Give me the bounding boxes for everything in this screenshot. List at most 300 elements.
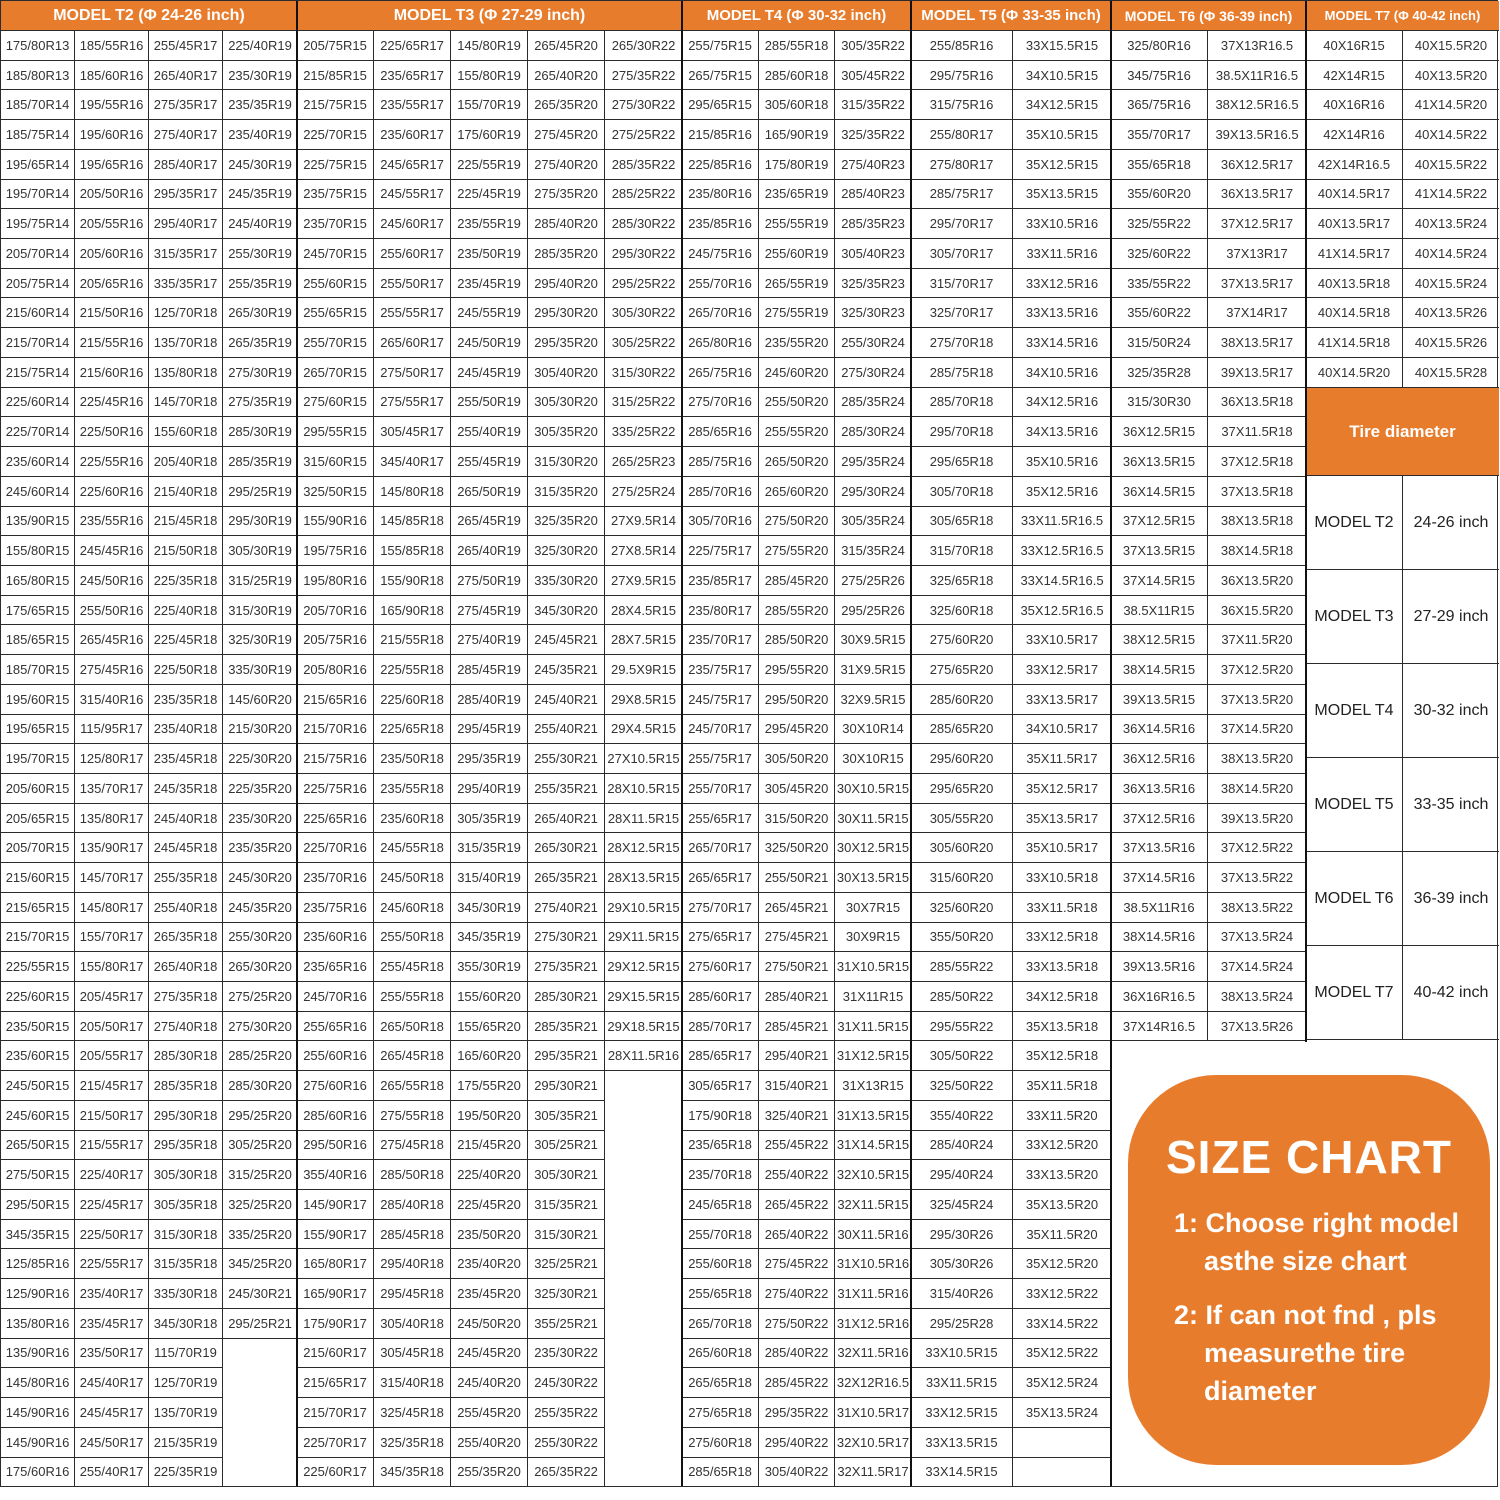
tire-size-cell: 30X11.5R16 <box>835 1220 911 1250</box>
tire-size-cell: 255/45R17 <box>149 31 222 61</box>
tire-size-cell: 135/70R18 <box>149 328 222 358</box>
tire-size-cell: 31X10.5R16 <box>835 1249 911 1279</box>
tire-size-cell: 315/60R20 <box>911 863 1012 893</box>
tire-size-cell: 285/45R22 <box>759 1368 834 1398</box>
tire-size-cell: 255/40R18 <box>149 893 222 923</box>
tire-size-cell: 285/75R17 <box>911 180 1012 210</box>
tire-size-cell: 305/25R22 <box>605 328 682 358</box>
tire-size-cell: 245/75R17 <box>682 685 758 715</box>
tire-size-cell: 315/30R21 <box>528 1220 604 1250</box>
tire-size-cell: 295/70R17 <box>911 209 1012 239</box>
tire-size-cell: 245/50R15 <box>1 1071 74 1101</box>
tire-size-cell: 305/35R21 <box>528 1101 604 1131</box>
tire-size-cell: 325/35R20 <box>528 507 604 537</box>
t5-columns <box>911 31 1111 1487</box>
tire-size-cell: 38X14.5R16 <box>1111 923 1207 953</box>
tire-size-cell: 305/35R24 <box>835 507 911 537</box>
tire-size-cell: 255/50R20 <box>759 388 834 418</box>
tire-size-cell: 255/40R20 <box>451 1428 527 1458</box>
tire-size-cell: 215/55R16 <box>75 328 148 358</box>
tire-size-cell: 285/45R20 <box>759 566 834 596</box>
tire-size-cell: 215/65R17 <box>297 1368 373 1398</box>
tire-size-cell: 40X14.5R20 <box>1306 358 1402 388</box>
tire-size-cell: 255/45R18 <box>374 952 450 982</box>
tire-size-cell: 325/25R21 <box>528 1249 604 1279</box>
tire-size-cell: 255/30R22 <box>528 1428 604 1458</box>
legend-model-label: MODEL T6 <box>1306 852 1403 945</box>
tire-size-cell: 255/65R18 <box>682 1279 758 1309</box>
size-chart-line: diameter <box>1204 1376 1317 1406</box>
tire-size-cell: 29X8.5R15 <box>605 685 682 715</box>
tire-size-cell: 275/50R19 <box>451 566 527 596</box>
tire-size-cell: 295/65R18 <box>911 447 1012 477</box>
tire-size-cell: 305/35R22 <box>835 31 911 61</box>
tire-size-cell: 225/55R15 <box>1 952 74 982</box>
tire-size-cell: 285/35R23 <box>835 209 911 239</box>
tire-size-cell: 215/85R16 <box>682 120 758 150</box>
tire-size-cell: 265/65R18 <box>682 1368 758 1398</box>
tire-size-cell: 245/60R14 <box>1 477 74 507</box>
tire-size-cell: 255/50R16 <box>75 596 148 626</box>
tire-size-cell: 225/65R18 <box>374 715 450 745</box>
tire-size-cell: 32X10.5R17 <box>835 1428 911 1458</box>
legend-row-t2 <box>1306 476 1499 570</box>
tire-size-cell: 255/40R22 <box>759 1160 834 1190</box>
t4-header: MODEL T4 (Φ 30-32 inch) <box>682 1 911 31</box>
tire-size-cell: 29X15.5R15 <box>605 982 682 1012</box>
tire-size-cell: 245/45R18 <box>149 833 222 863</box>
tire-size-cell: 36X14.5R16 <box>1111 715 1207 745</box>
tire-size-cell: 235/40R18 <box>149 715 222 745</box>
tire-size-cell: 355/65R18 <box>1111 150 1207 180</box>
tire-size-cell: 265/40R19 <box>451 536 527 566</box>
tire-size-cell: 35X11.5R17 <box>1013 744 1111 774</box>
tire-size-cell: 305/60R20 <box>911 833 1012 863</box>
t3-column-1 <box>297 31 374 1487</box>
tire-size-cell: 155/80R15 <box>1 536 74 566</box>
tire-size-cell: 295/75R16 <box>911 61 1012 91</box>
tire-size-cell: 245/50R20 <box>451 1309 527 1339</box>
tire-size-cell: 175/60R16 <box>1 1458 74 1488</box>
tire-size-cell: 275/45R22 <box>759 1249 834 1279</box>
tire-size-cell: 29X11.5R15 <box>605 923 682 953</box>
tire-size-cell: 285/25R22 <box>605 180 682 210</box>
size-chart-note <box>1128 1075 1490 1465</box>
tire-size-cell: 33X13.5R18 <box>1013 952 1111 982</box>
tire-size-cell: 225/45R17 <box>75 1190 148 1220</box>
tire-size-cell: 325/35R28 <box>1111 358 1207 388</box>
tire-size-cell: 29X4.5R15 <box>605 715 682 745</box>
tire-size-cell: 37X14.5R15 <box>1111 566 1207 596</box>
tire-size-cell: 315/25R22 <box>605 388 682 418</box>
tire-size-cell: 185/65R15 <box>1 625 74 655</box>
tire-size-cell: 215/65R16 <box>297 685 373 715</box>
tire-size-cell: 245/60R18 <box>374 893 450 923</box>
tire-size-cell: 40X15.5R26 <box>1403 328 1499 358</box>
tire-size-cell: 245/65R18 <box>682 1190 758 1220</box>
tire-size-cell: 245/40R17 <box>75 1368 148 1398</box>
tire-size-cell: 205/55R17 <box>75 1041 148 1071</box>
tire-size-cell: 245/55R18 <box>374 833 450 863</box>
tire-size-cell: 38.5X11R16.5 <box>1208 61 1306 91</box>
tire-size-cell: 225/70R14 <box>1 417 74 447</box>
tire-size-cell: 355/60R20 <box>1111 180 1207 210</box>
tire-size-cell: 255/55R19 <box>759 209 834 239</box>
tire-size-cell: 235/80R17 <box>682 596 758 626</box>
tire-size-cell: 36X13.5R17 <box>1208 180 1306 210</box>
tire-size-cell: 31X11.5R15 <box>835 1012 911 1042</box>
tire-size-cell: 195/75R16 <box>297 536 373 566</box>
tire-size-cell: 345/30R19 <box>451 893 527 923</box>
tire-size-cell: 265/40R21 <box>528 804 604 834</box>
tire-size-cell: 33X14.5R16.5 <box>1013 566 1111 596</box>
tire-size-cell: 33X12.5R16 <box>1013 269 1111 299</box>
tire-size-cell: 305/40R22 <box>759 1458 834 1488</box>
tire-size-cell: 135/80R17 <box>75 804 148 834</box>
legend-row-t5 <box>1306 758 1499 852</box>
tire-size-cell: 32X11.5R16 <box>835 1339 911 1369</box>
tire-size-cell: 245/55R17 <box>374 180 450 210</box>
tire-size-cell: 225/50R18 <box>149 655 222 685</box>
tire-size-cell: 295/45R19 <box>451 715 527 745</box>
tire-size-cell: 275/40R22 <box>759 1279 834 1309</box>
tire-size-cell: 35X11.5R20 <box>1013 1220 1111 1250</box>
tire-size-cell: 275/30R19 <box>223 358 297 388</box>
tire-size-cell: 255/55R18 <box>374 982 450 1012</box>
tire-size-cell: 315/30R30 <box>1111 388 1207 418</box>
tire-size-cell: 145/60R20 <box>223 685 297 715</box>
tire-size-cell: 34X12.5R18 <box>1013 982 1111 1012</box>
tire-size-cell: 295/55R20 <box>759 655 834 685</box>
tire-size-cell: 295/25R19 <box>223 477 297 507</box>
tire-size-cell: 225/70R16 <box>297 833 373 863</box>
tire-size-cell: 145/80R18 <box>374 477 450 507</box>
tire-size-cell: 225/75R16 <box>297 774 373 804</box>
tire-size-cell: 295/35R24 <box>835 447 911 477</box>
tire-size-cell: 29X12.5R15 <box>605 952 682 982</box>
tire-size-cell: 165/80R17 <box>297 1249 373 1279</box>
tire-size-cell: 40X13.5R26 <box>1403 298 1499 328</box>
tire-size-cell: 195/60R16 <box>75 120 148 150</box>
tire-size-cell: 305/50R20 <box>759 744 834 774</box>
t3-column-3 <box>451 31 528 1487</box>
tire-size-cell: 195/75R14 <box>1 209 74 239</box>
tire-size-cell: 275/25R20 <box>223 982 297 1012</box>
tire-size-cell: 28X7.5R15 <box>605 625 682 655</box>
t7-column-1 <box>1306 31 1403 388</box>
tire-size-cell: 305/45R17 <box>374 417 450 447</box>
tire-size-cell: 195/65R14 <box>1 150 74 180</box>
t3-column-5 <box>605 31 682 1487</box>
tire-size-cell: 275/60R15 <box>297 388 373 418</box>
tire-size-cell: 39X13.5R20 <box>1208 804 1306 834</box>
tire-size-cell: 285/35R21 <box>528 1012 604 1042</box>
tire-size-cell: 295/40R17 <box>149 209 222 239</box>
tire-size-cell: 155/90R16 <box>297 507 373 537</box>
tire-size-cell: 265/55R18 <box>374 1071 450 1101</box>
tire-size-cell: 275/50R20 <box>759 507 834 537</box>
tire-size-cell: 245/45R16 <box>75 536 148 566</box>
tire-size-cell: 305/55R20 <box>911 804 1012 834</box>
tire-size-cell: 265/45R19 <box>451 507 527 537</box>
tire-size-cell: 315/40R18 <box>374 1368 450 1398</box>
tire-size-cell: 145/80R16 <box>1 1368 74 1398</box>
tire-size-cell: 115/70R19 <box>149 1339 222 1369</box>
tire-size-cell: 325/35R18 <box>374 1428 450 1458</box>
tire-size-cell: 245/30R19 <box>223 150 297 180</box>
tire-size-cell: 325/70R17 <box>911 298 1012 328</box>
tire-size-cell: 255/30R20 <box>223 923 297 953</box>
group-separator <box>1305 1 1307 1042</box>
tire-size-cell: 245/35R19 <box>223 180 297 210</box>
tire-size-cell: 275/25R24 <box>605 477 682 507</box>
t3-column-2 <box>374 31 451 1487</box>
tire-size-cell: 255/65R15 <box>297 298 373 328</box>
tire-size-cell: 275/70R17 <box>682 893 758 923</box>
tire-size-cell: 215/45R18 <box>149 507 222 537</box>
tire-size-cell: 205/70R14 <box>1 239 74 269</box>
tire-size-cell: 145/90R16 <box>1 1398 74 1428</box>
tire-size-cell: 225/55R16 <box>75 447 148 477</box>
tire-size-cell: 305/30R22 <box>605 298 682 328</box>
tire-size-cell: 35X12.5R22 <box>1013 1339 1111 1369</box>
tire-size-cell: 255/45R22 <box>759 1131 834 1161</box>
tire-size-cell: 205/70R16 <box>297 596 373 626</box>
tire-size-cell: 275/65R20 <box>911 655 1012 685</box>
tire-size-cell: 285/70R18 <box>911 388 1012 418</box>
tire-size-cell: 175/80R13 <box>1 31 74 61</box>
tire-size-cell: 38X13.5R17 <box>1208 328 1306 358</box>
tire-size-cell: 28X10.5R15 <box>605 774 682 804</box>
group-separator <box>1110 1 1112 1486</box>
tire-size-cell: 295/30R24 <box>835 477 911 507</box>
tire-size-cell: 155/90R17 <box>297 1220 373 1250</box>
t5-header: MODEL T5 (Φ 33-35 inch) <box>911 1 1111 31</box>
tire-size-cell: 275/70R18 <box>911 328 1012 358</box>
tire-size-cell: 305/40R23 <box>835 239 911 269</box>
legend-range-label: 30-32 inch <box>1413 701 1489 719</box>
tire-size-cell: 315/75R16 <box>911 90 1012 120</box>
tire-size-cell: 37X12.5R15 <box>1111 507 1207 537</box>
tire-size-cell: 42X14R16 <box>1306 120 1402 150</box>
tire-size-cell: 33X11.5R15 <box>911 1368 1012 1398</box>
tire-size-cell: 315/30R19 <box>223 596 297 626</box>
size-chart-line: 1: Choose right model <box>1174 1208 1460 1238</box>
tire-size-cell: 37X12.5R17 <box>1208 209 1306 239</box>
tire-size-cell: 315/35R21 <box>528 1190 604 1220</box>
tire-size-cell: 325/45R18 <box>374 1398 450 1428</box>
tire-size-cell: 355/30R19 <box>451 952 527 982</box>
size-chart-title: SIZE CHART <box>1166 1131 1452 1183</box>
tire-size-cell: 285/40R21 <box>759 982 834 1012</box>
tire-size-cell: 235/75R17 <box>682 655 758 685</box>
tire-size-cell: 255/75R15 <box>682 31 758 61</box>
tire-size-cell: 275/60R20 <box>911 625 1012 655</box>
tire-size-cell: 30X10R15 <box>835 744 911 774</box>
tire-size-cell: 265/45R22 <box>759 1190 834 1220</box>
tire-size-cell: 285/30R20 <box>223 1071 297 1101</box>
tire-size-cell: 315/25R20 <box>223 1160 297 1190</box>
tire-size-cell: 33X10.5R18 <box>1013 863 1111 893</box>
tire-size-cell: 33X11.5R20 <box>1013 1101 1111 1131</box>
tire-size-cell: 275/30R24 <box>835 358 911 388</box>
tire-size-cell: 265/75R15 <box>682 61 758 91</box>
tire-size-cell: 275/40R20 <box>528 150 604 180</box>
tire-size-cell: 32X12R16.5 <box>835 1368 911 1398</box>
tire-size-cell: 315/50R24 <box>1111 328 1207 358</box>
tire-size-cell: 225/60R17 <box>297 1458 373 1488</box>
tire-size-cell: 315/50R20 <box>759 804 834 834</box>
tire-size-cell: 36X13.5R20 <box>1208 566 1306 596</box>
tire-size-cell: 325/35R23 <box>835 269 911 299</box>
tire-size-cell: 235/50R15 <box>1 1012 74 1042</box>
size-chart-line: 2: If can not fnd , pls <box>1174 1300 1437 1330</box>
tire-size-cell: 28X13.5R15 <box>605 863 682 893</box>
tire-size-cell: 40X13.5R17 <box>1306 209 1402 239</box>
tire-size-cell: 265/60R18 <box>682 1339 758 1369</box>
tire-size-cell: 195/50R20 <box>451 1101 527 1131</box>
tire-size-cell: 34X12.5R15 <box>1013 90 1111 120</box>
tire-size-cell: 315/40R16 <box>75 685 148 715</box>
tire-size-cell: 305/35R19 <box>451 804 527 834</box>
tire-size-cell: 255/60R16 <box>297 1041 373 1071</box>
tire-size-cell: 205/50R16 <box>75 180 148 210</box>
tire-size-cell: 135/90R16 <box>1 1339 74 1369</box>
tire-size-cell: 35X12.5R15 <box>1013 150 1111 180</box>
tire-size-cell: 245/45R17 <box>75 1398 148 1428</box>
tire-size-cell: 285/55R22 <box>911 952 1012 982</box>
tire-size-cell: 225/35R20 <box>223 774 297 804</box>
tire-size-cell: 30X10.5R15 <box>835 774 911 804</box>
tire-size-cell: 32X11.5R17 <box>835 1458 911 1488</box>
tire-size-cell: 265/80R16 <box>682 328 758 358</box>
tire-size-cell: 255/60R15 <box>297 269 373 299</box>
tire-size-cell: 355/50R20 <box>911 923 1012 953</box>
t2-column-1 <box>1 31 75 1487</box>
tire-size-cell: 215/45R17 <box>75 1071 148 1101</box>
tire-size-cell: 275/65R18 <box>682 1398 758 1428</box>
tire-size-cell: 205/50R17 <box>75 1012 148 1042</box>
tire-size-cell: 32X9.5R15 <box>835 685 911 715</box>
tire-size-cell: 33X11.5R18 <box>1013 893 1111 923</box>
legend-row-t3 <box>1306 570 1499 664</box>
tire-size-cell: 235/55R16 <box>75 507 148 537</box>
tire-size-cell: 285/40R18 <box>374 1190 450 1220</box>
tire-size-cell: 275/35R22 <box>605 61 682 91</box>
tire-size-cell: 235/70R17 <box>682 625 758 655</box>
tire-size-cell: 315/35R17 <box>149 239 222 269</box>
tire-size-cell: 40X14.5R18 <box>1306 298 1402 328</box>
tire-size-cell: 245/35R18 <box>149 774 222 804</box>
tire-size-cell: 285/40R22 <box>759 1339 834 1369</box>
tire-size-cell: 355/70R17 <box>1111 120 1207 150</box>
tire-size-cell: 225/40R17 <box>75 1160 148 1190</box>
tire-size-cell: 37X14R16.5 <box>1111 1012 1207 1042</box>
tire-size-cell: 265/45R18 <box>374 1041 450 1071</box>
tire-size-cell: 285/55R18 <box>759 31 834 61</box>
tire-size-cell: 275/30R20 <box>223 1012 297 1042</box>
tire-size-cell: 285/50R20 <box>759 625 834 655</box>
tire-size-cell: 295/25R22 <box>605 269 682 299</box>
tire-size-cell: 38X13.5R18 <box>1208 507 1306 537</box>
tire-size-cell: 30X10R14 <box>835 715 911 745</box>
tire-size-cell: 265/30R22 <box>605 31 682 61</box>
tire-size-cell: 215/60R17 <box>297 1339 373 1369</box>
tire-size-cell: 31X11R15 <box>835 982 911 1012</box>
t6-columns <box>1111 31 1306 1041</box>
tire-size-cell: 145/80R17 <box>75 893 148 923</box>
tire-size-cell: 275/70R16 <box>682 388 758 418</box>
tire-size-cell: 345/35R18 <box>374 1458 450 1488</box>
tire-size-cell: 37X13R16.5 <box>1208 31 1306 61</box>
tire-size-cell: 275/65R17 <box>682 923 758 953</box>
tire-size-cell: 265/40R18 <box>149 952 222 982</box>
tire-size-cell: 35X13.5R18 <box>1013 1012 1111 1042</box>
t6-column-1 <box>1111 31 1208 1041</box>
tire-size-cell: 255/75R17 <box>682 744 758 774</box>
tire-size-cell: 225/70R17 <box>297 1428 373 1458</box>
tire-size-cell: 205/65R16 <box>75 269 148 299</box>
tire-size-cell: 40X15.5R28 <box>1403 358 1499 388</box>
tire-size-cell: 245/40R20 <box>451 1368 527 1398</box>
tire-size-cell: 295/50R16 <box>297 1131 373 1161</box>
tire-size-cell: 325/30R19 <box>223 625 297 655</box>
tire-size-cell: 295/30R20 <box>528 298 604 328</box>
tire-size-cell: 305/30R26 <box>911 1249 1012 1279</box>
tire-size-cell: 32X11.5R15 <box>835 1190 911 1220</box>
tire-size-cell: 315/35R18 <box>149 1249 222 1279</box>
tire-size-cell: 305/70R18 <box>911 477 1012 507</box>
tire-size-cell: 275/60R17 <box>682 952 758 982</box>
tire-size-cell: 41X14.5R17 <box>1306 239 1402 269</box>
tire-size-cell: 35X13.5R15 <box>1013 180 1111 210</box>
tire-size-cell: 40X13.5R18 <box>1306 269 1402 299</box>
tire-size-cell: 125/85R16 <box>1 1249 74 1279</box>
tire-size-cell: 365/75R16 <box>1111 90 1207 120</box>
tire-size-cell: 255/65R17 <box>682 804 758 834</box>
tire-size-cell: 125/70R19 <box>149 1368 222 1398</box>
tire-size-cell: 215/70R17 <box>297 1398 373 1428</box>
tire-size-cell: 38X14.5R20 <box>1208 774 1306 804</box>
tire-size-cell: 275/45R20 <box>528 120 604 150</box>
tire-size-cell: 165/80R15 <box>1 566 74 596</box>
tire-size-cell: 285/35R20 <box>528 239 604 269</box>
tire-size-cell: 235/60R15 <box>1 1041 74 1071</box>
tire-size-cell: 39X13.5R16.5 <box>1208 120 1306 150</box>
legend-range-label: 24-26 inch <box>1413 513 1489 531</box>
tire-size-cell: 195/55R16 <box>75 90 148 120</box>
tire-size-cell: 28X4.5R15 <box>605 596 682 626</box>
tire-size-cell: 345/25R20 <box>223 1249 297 1279</box>
tire-size-cell: 235/85R16 <box>682 209 758 239</box>
tire-size-cell: 255/35R20 <box>451 1458 527 1488</box>
tire-size-cell: 285/35R24 <box>835 388 911 418</box>
tire-size-cell: 295/30R21 <box>528 1071 604 1101</box>
tire-size-cell: 31X13.5R15 <box>835 1101 911 1131</box>
tire-size-cell: 27X8.5R14 <box>605 536 682 566</box>
tire-size-cell: 255/60R17 <box>374 239 450 269</box>
tire-size-cell: 265/35R20 <box>528 90 604 120</box>
tire-size-cell: 255/45R20 <box>451 1398 527 1428</box>
tire-size-cell: 33X14.5R22 <box>1013 1309 1111 1339</box>
tire-size-cell: 225/75R17 <box>682 536 758 566</box>
tire-size-cell: 275/55R18 <box>374 1101 450 1131</box>
tire-size-cell: 225/35R19 <box>149 1458 222 1488</box>
tire-size-cell: 42X14R16.5 <box>1306 150 1402 180</box>
tire-size-cell: 35X12.5R16 <box>1013 477 1111 507</box>
tire-size-cell: 305/40R20 <box>528 358 604 388</box>
tire-size-cell: 155/60R18 <box>149 417 222 447</box>
